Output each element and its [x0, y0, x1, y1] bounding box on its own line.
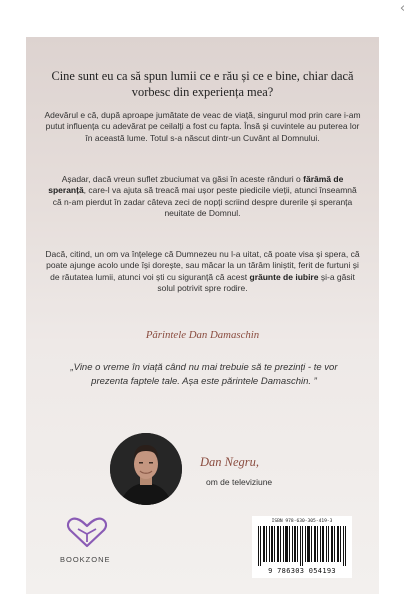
cover-heading: Cine sunt eu ca să spun lumii ce e rău și ce e bine, chiar dacă vorbesc din experiența mea? [51, 69, 354, 99]
publisher-name: BOOKZONE [60, 555, 111, 564]
barcode-bars [258, 526, 346, 566]
paragraph-2: Așadar, dacă vreun suflet zbuciumat va găsi în aceste rânduri o fărâmă de speranță, care-l va ajuta să treacă mai ușor peste piedicile vieții, atunci înseamnă că n-am pierdut în zadar câteva zeci de nopți scriind despre durerile și speranța neuitate de Domnul. [48, 174, 357, 218]
bold-phrase-hope: fărâmă de speranță [48, 174, 344, 196]
endorsement-quote: „Vine o vreme în viață când nu mai trebuie să te prezinți - te vor prezenta faptele tale. Așa este părintele Damaschin. ” [70, 362, 338, 387]
chevron-left-icon[interactable]: ‹ [399, 1, 406, 16]
isbn-label: ISBN 978-630-305-419-3 [271, 519, 333, 524]
barcode-number: 9 786303 054193 [268, 567, 336, 575]
endorser-photo [110, 433, 182, 505]
book-back-cover [26, 37, 379, 594]
endorser-role: om de televiziune [206, 477, 273, 487]
endorser-name: Dan Negru, [200, 455, 260, 469]
isbn-barcode [252, 516, 352, 578]
author-signature: Părintele Dan Damaschin [145, 329, 260, 341]
bookzone-logo-icon [66, 516, 108, 550]
bold-phrase-love: grăunte de iubire [249, 271, 319, 282]
paragraph-1: Adevărul e că, după aproape jumătate de veac de viață, singurul mod prin care i-am putut influența cu adevărat pe ceilalți a fost cu fapta. Însă și cuvintele au puterea lor în această lume. Totul s-a născut dintr-un Cuvânt al Domnului. [44, 110, 361, 143]
paragraph-3: Dacă, citind, un om va înțelege că Dumnezeu nu l-a uitat, că poate visa și spera, că poate ajunge acolo unde își dorește, sau măcar la un tărâm liniștit, ferit de furtuni și de răutatea lumii, atunci voi ști cu siguranță că acest grăunte de iubire și-a găsit solul potrivit spre rodire. [45, 249, 360, 293]
